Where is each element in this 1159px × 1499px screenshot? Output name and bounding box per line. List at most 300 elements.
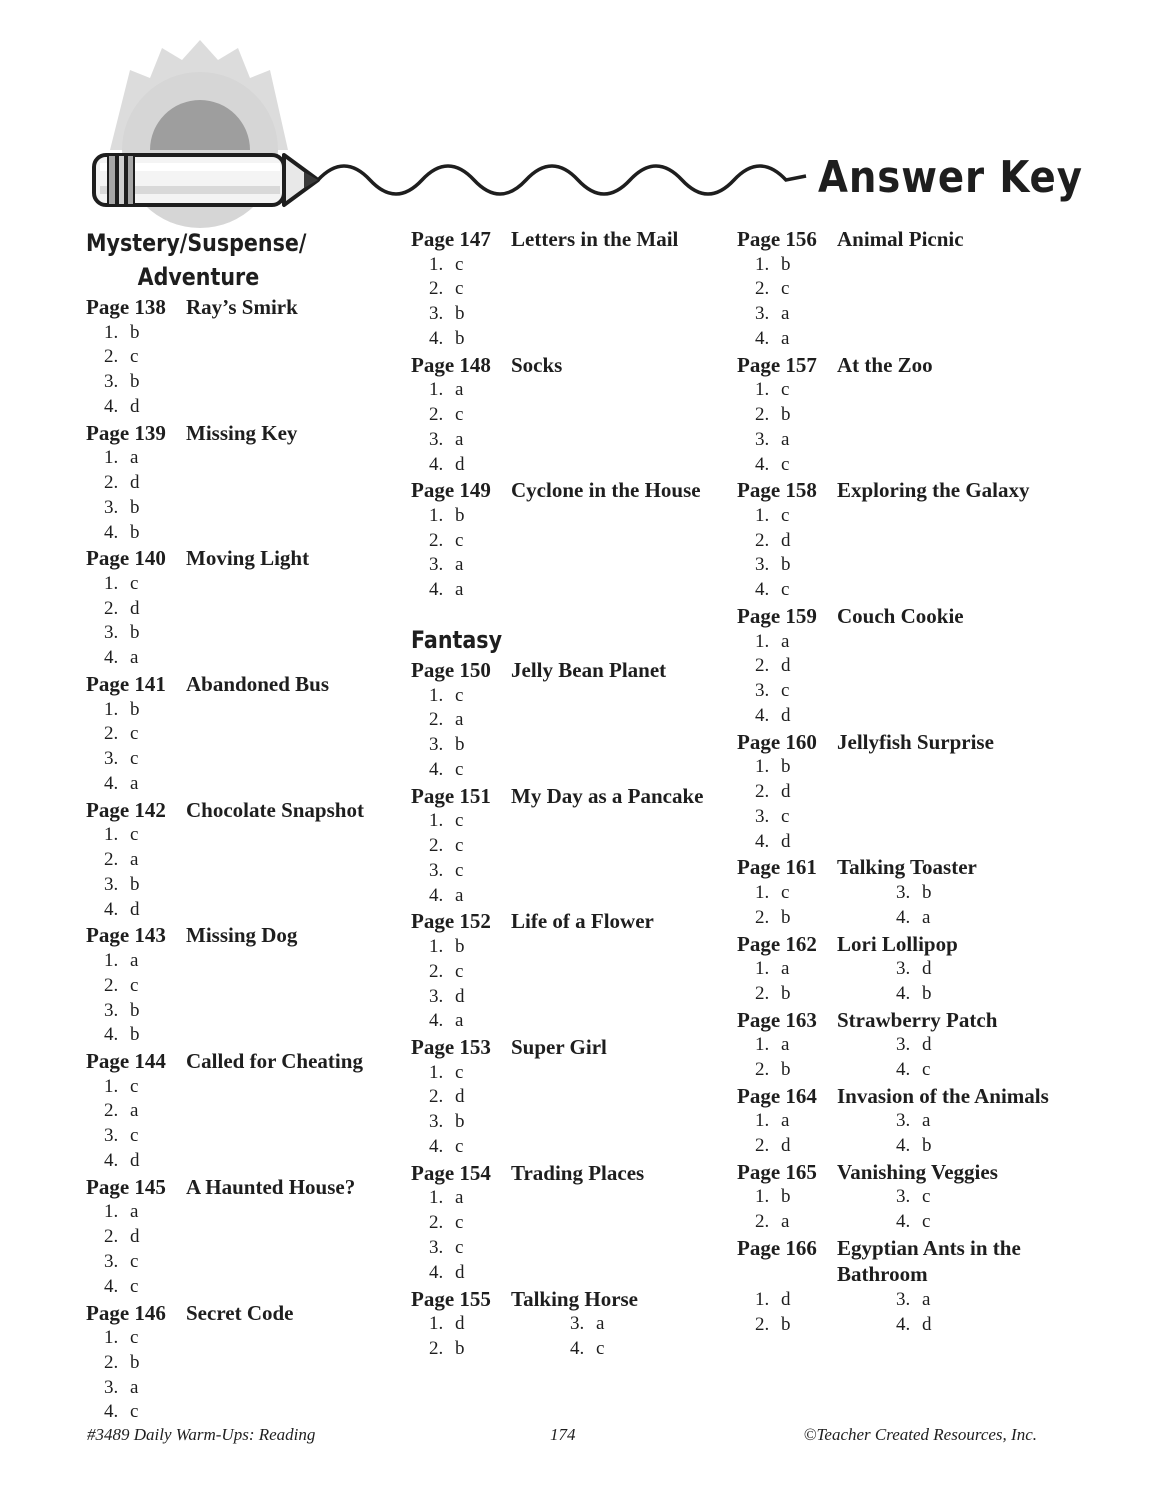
answer-letter: b [781, 1186, 791, 1208]
entry-list [411, 226, 731, 603]
answer-item [104, 1200, 406, 1225]
answer-entry [737, 352, 1057, 478]
answer-number: 1. [104, 321, 119, 343]
entry-heading [86, 294, 406, 321]
answer-number: 3. [755, 428, 770, 450]
answer-item [104, 974, 406, 999]
pencil-icon [94, 155, 318, 205]
answer-item [429, 859, 731, 884]
section-heading-line: Adventure [137, 263, 260, 291]
answer-number: 4. [896, 1313, 911, 1335]
footer-book-title: #3489 Daily Warm-Ups: Reading [87, 1425, 316, 1444]
column-3 [737, 226, 1057, 1338]
entry-heading [86, 797, 406, 824]
entry-heading [86, 1300, 406, 1327]
entry-page: Page 148 [411, 352, 491, 377]
entry-heading [411, 226, 731, 253]
answer-entry [737, 931, 1057, 1007]
answer-item [755, 302, 1057, 327]
answer-number: 1. [755, 756, 770, 778]
entry-page: Page 143 [86, 923, 166, 948]
answer-number: 2. [104, 1226, 119, 1248]
answer-entry [411, 1034, 731, 1160]
answer-item [104, 873, 406, 898]
answer-item [429, 1236, 731, 1261]
answer-item [755, 1185, 896, 1210]
answer-letter: b [455, 504, 465, 526]
entry-heading [411, 477, 731, 504]
entry-page: Page 138 [86, 295, 166, 319]
answer-item [755, 755, 1057, 780]
answer-list [411, 684, 731, 783]
answer-number: 1. [755, 1034, 770, 1056]
answer-item [429, 684, 731, 709]
answer-letter: c [455, 278, 464, 300]
answer-letter: c [781, 453, 790, 475]
answer-letter: c [455, 529, 464, 551]
answer-letter: b [455, 1337, 465, 1359]
answer-list [86, 446, 406, 545]
answer-number: 1. [755, 253, 770, 275]
answer-number: 2. [429, 1086, 444, 1108]
answer-number: 4. [429, 1136, 444, 1158]
answer-number: 4. [104, 772, 119, 794]
entry-page: Page 140 [86, 546, 166, 571]
answer-item [104, 370, 406, 395]
answer-letter: d [781, 529, 791, 551]
answer-letter: a [781, 630, 790, 652]
answer-number: 3. [104, 1250, 119, 1272]
answer-number: 2. [104, 471, 119, 493]
answer-number: 1. [755, 1288, 770, 1310]
answer-item [429, 428, 731, 453]
answer-item [104, 321, 406, 346]
answer-letter: b [781, 1058, 791, 1080]
answer-item [755, 1313, 896, 1338]
answer-item [104, 446, 406, 471]
answer-number: 4. [104, 521, 119, 543]
answer-number: 3. [104, 1376, 119, 1398]
entry-page: Page 147 [411, 227, 491, 251]
answer-number: 1. [429, 1061, 444, 1083]
answer-item [896, 957, 1057, 982]
answer-number: 4. [429, 758, 444, 780]
entry-title: Ray’s Smirk [186, 295, 298, 319]
answer-entry [411, 1286, 731, 1362]
answer-item [104, 1326, 406, 1351]
answer-item [104, 1376, 406, 1401]
answer-item [104, 1250, 406, 1275]
answer-item [104, 471, 406, 496]
answer-item [755, 277, 1057, 302]
answer-list [737, 1033, 1057, 1083]
answer-entry [737, 477, 1057, 603]
answer-item [755, 504, 1057, 529]
entry-heading [737, 1159, 1057, 1186]
answer-item [755, 578, 1057, 603]
column-1 [86, 226, 406, 1425]
column-2 [411, 226, 731, 1362]
answer-item [755, 378, 1057, 403]
answer-list [737, 378, 1057, 477]
entry-title: Lori Lollipop [837, 931, 958, 956]
entry-heading [737, 1083, 1057, 1110]
answer-letter: c [922, 1058, 931, 1080]
answer-number: 3. [896, 881, 911, 903]
answer-item [429, 960, 731, 985]
answer-entry [737, 1159, 1057, 1235]
answer-number: 3. [429, 734, 444, 756]
entry-heading [737, 477, 1057, 504]
entry-page: Page 161 [737, 855, 817, 880]
answer-number: 2. [755, 781, 770, 803]
answer-letter: d [455, 453, 465, 475]
answer-letter: d [130, 597, 140, 619]
answer-number: 4. [429, 453, 444, 475]
entry-heading [737, 1235, 1057, 1288]
answer-item [755, 957, 896, 982]
entry-heading [737, 226, 1057, 253]
answer-letter: d [781, 781, 791, 803]
answer-item [896, 1058, 1057, 1083]
answer-letter: d [455, 985, 465, 1007]
entry-heading [411, 1286, 731, 1313]
answer-item [755, 529, 1057, 554]
answer-item [755, 553, 1057, 578]
answer-entry [411, 1160, 731, 1286]
answer-number: 2. [755, 655, 770, 677]
answer-list [737, 504, 1057, 603]
answer-number: 2. [755, 1211, 770, 1233]
entry-page: Page 141 [86, 672, 166, 697]
answer-number: 4. [896, 1211, 911, 1233]
answer-letter: a [130, 772, 139, 794]
entry-title: Socks [511, 352, 563, 377]
entry-page: Page 153 [411, 1035, 491, 1060]
entry-title: Vanishing Veggies [837, 1159, 998, 1184]
answer-number: 4. [104, 1024, 119, 1046]
answer-number: 3. [755, 805, 770, 827]
answer-entry [737, 1235, 1057, 1338]
answer-number: 4. [896, 982, 911, 1004]
answer-letter: b [130, 1351, 140, 1373]
answer-item [104, 999, 406, 1024]
entry-heading [86, 1048, 406, 1075]
answer-item [429, 758, 731, 783]
answer-number: 3. [896, 958, 911, 980]
answer-letter: d [922, 1034, 932, 1056]
answer-number: 4. [104, 647, 119, 669]
answer-letter: c [455, 253, 464, 275]
answer-item [104, 898, 406, 923]
answer-number: 1. [429, 684, 444, 706]
answer-number: 3. [104, 371, 119, 393]
answer-number: 4. [104, 395, 119, 417]
answer-letter: c [130, 1075, 139, 1097]
entry-title: Egyptian Ants in the Bathroom [837, 1235, 1021, 1287]
answer-number: 1. [755, 881, 770, 903]
answer-letter: d [130, 1226, 140, 1248]
answer-item [429, 403, 731, 428]
answer-number: 3. [429, 859, 444, 881]
answer-letter: c [922, 1186, 931, 1208]
answer-item [429, 277, 731, 302]
answer-letter: b [922, 982, 932, 1004]
answer-number: 3. [429, 428, 444, 450]
answer-letter: c [130, 346, 139, 368]
entry-page: Page 144 [86, 1049, 166, 1074]
answer-letter: a [922, 906, 931, 928]
answer-item [755, 403, 1057, 428]
answer-item [755, 679, 1057, 704]
answer-number: 3. [896, 1186, 911, 1208]
section-heading-line: Mystery/Suspense/ [86, 229, 307, 257]
answer-number: 1. [429, 935, 444, 957]
answer-entry [86, 1174, 406, 1300]
answer-letter: c [455, 684, 464, 706]
answer-number: 3. [104, 873, 119, 895]
answer-item [570, 1312, 731, 1337]
answer-number: 2. [429, 529, 444, 551]
answer-letter: b [130, 698, 140, 720]
answer-item [429, 1061, 731, 1086]
answer-letter: c [130, 1125, 139, 1147]
entry-title: Invasion of the Animals [837, 1083, 1049, 1108]
answer-letter: d [455, 1313, 465, 1334]
answer-item [429, 1110, 731, 1135]
entry-list [737, 226, 1057, 1338]
answer-number: 4. [429, 327, 444, 349]
answer-number: 3. [896, 1110, 911, 1132]
answer-item [104, 521, 406, 546]
answer-item [429, 1186, 731, 1211]
answer-letter: b [130, 873, 140, 895]
entry-list [86, 294, 406, 1425]
entry-heading [411, 657, 731, 684]
entry-heading [411, 783, 731, 810]
answer-letter: c [130, 1401, 139, 1423]
answer-letter: a [596, 1313, 605, 1334]
answer-letter: c [781, 379, 790, 401]
answer-letter: d [781, 655, 791, 677]
answer-number: 1. [755, 630, 770, 652]
answer-item [104, 848, 406, 873]
answer-item [755, 704, 1057, 729]
answer-letter: c [455, 1236, 464, 1258]
answer-number: 4. [429, 1010, 444, 1032]
answer-item [104, 1275, 406, 1300]
answer-number: 1. [755, 504, 770, 526]
answer-list [411, 935, 731, 1034]
answer-entry [411, 783, 731, 909]
answer-letter: b [781, 253, 791, 275]
answer-letter: d [922, 958, 932, 980]
answer-number: 3. [896, 1288, 911, 1310]
answer-letter: c [455, 859, 464, 881]
answer-entry [86, 420, 406, 546]
answer-number: 3. [104, 748, 119, 770]
answer-item [104, 747, 406, 772]
answer-letter: a [130, 949, 139, 971]
answer-number: 4. [104, 1401, 119, 1423]
answer-list [86, 1200, 406, 1299]
answer-item [896, 982, 1057, 1007]
answer-number: 2. [755, 982, 770, 1004]
answer-entry [411, 657, 731, 783]
entry-heading [737, 854, 1057, 881]
answer-number: 2. [755, 906, 770, 928]
answer-entry [86, 1300, 406, 1426]
answer-list [411, 504, 731, 603]
answer-number: 3. [755, 303, 770, 325]
entry-page: Page 142 [86, 797, 166, 822]
answer-letter: c [781, 278, 790, 300]
entry-heading [737, 352, 1057, 379]
answer-list [86, 823, 406, 922]
answer-letter: c [455, 758, 464, 780]
answer-letter: b [781, 554, 791, 576]
answer-number: 1. [429, 253, 444, 275]
entry-title: Animal Picnic [837, 227, 964, 251]
answer-number: 3. [104, 1125, 119, 1147]
answer-number: 1. [104, 698, 119, 720]
answer-item [896, 906, 1057, 931]
entry-heading [86, 922, 406, 949]
entry-heading [86, 671, 406, 698]
answer-number: 2. [429, 960, 444, 982]
answer-letter: c [130, 748, 139, 770]
answer-item [104, 722, 406, 747]
entry-title: Trading Places [511, 1160, 645, 1185]
entry-page: Page 156 [737, 227, 817, 251]
answer-letter: c [455, 1061, 464, 1083]
section-heading-mystery [86, 226, 361, 294]
answer-item [429, 453, 731, 478]
answer-entry [737, 1083, 1057, 1159]
answer-entry [86, 671, 406, 797]
answer-item [755, 805, 1057, 830]
answer-entry [86, 797, 406, 923]
answer-letter: a [781, 327, 790, 349]
answer-entry [411, 226, 731, 352]
answer-letter: b [130, 622, 140, 644]
answer-entry [411, 352, 731, 478]
answer-letter: d [781, 830, 791, 852]
entry-title: Abandoned Bus [186, 672, 329, 697]
answer-item [429, 1009, 731, 1034]
answer-letter: c [130, 723, 139, 745]
answer-item [429, 1135, 731, 1160]
answer-number: 2. [104, 1351, 119, 1373]
answer-list [86, 572, 406, 671]
answer-entry [737, 226, 1057, 352]
answer-letter: b [130, 1024, 140, 1046]
entry-title: Secret Code [186, 1300, 294, 1325]
answer-item [104, 1400, 406, 1425]
answer-number: 2. [104, 723, 119, 745]
answer-list [737, 1109, 1057, 1159]
answer-item [429, 1211, 731, 1236]
answer-letter: d [130, 1150, 140, 1172]
entry-page: Page 158 [737, 478, 817, 503]
answer-number: 1. [429, 504, 444, 526]
answer-letter: d [922, 1313, 932, 1335]
answer-number: 3. [570, 1313, 585, 1334]
answer-number: 4. [429, 884, 444, 906]
answer-number: 2. [755, 403, 770, 425]
answer-number: 4. [429, 579, 444, 601]
answer-number: 4. [896, 906, 911, 928]
answer-item [429, 1085, 731, 1110]
answer-list [86, 698, 406, 797]
answer-letter: c [781, 680, 790, 702]
answer-entry [86, 294, 406, 420]
answer-number: 4. [755, 704, 770, 726]
answer-number: 4. [755, 453, 770, 475]
entry-list [411, 657, 731, 1362]
answer-item [896, 1313, 1057, 1338]
answer-item [429, 884, 731, 909]
answer-letter: b [781, 982, 791, 1004]
answer-letter: c [455, 835, 464, 857]
answer-number: 3. [104, 496, 119, 518]
answer-item [896, 1210, 1057, 1235]
answer-number: 3. [429, 303, 444, 325]
answer-letter: c [781, 805, 790, 827]
answer-letter: a [781, 958, 790, 980]
answer-item [755, 253, 1057, 278]
answer-item [104, 646, 406, 671]
answer-item [429, 302, 731, 327]
answer-letter: a [455, 554, 464, 576]
entry-title: Chocolate Snapshot [186, 797, 364, 822]
answer-item [429, 1261, 731, 1286]
entry-title: Exploring the Galaxy [837, 478, 1030, 503]
entry-heading [737, 1007, 1057, 1034]
answer-letter: c [455, 1212, 464, 1234]
entry-page: Page 162 [737, 931, 817, 956]
answer-item [429, 378, 731, 403]
answer-number: 2. [755, 1058, 770, 1080]
answer-item [755, 630, 1057, 655]
answer-item [755, 780, 1057, 805]
entry-page: Page 139 [86, 420, 166, 445]
answer-list [86, 321, 406, 420]
answer-letter: a [130, 447, 139, 469]
answer-letter: c [130, 974, 139, 996]
answer-letter: a [130, 647, 139, 669]
entry-heading [737, 603, 1057, 630]
entry-title: Missing Dog [186, 923, 298, 948]
answer-letter: b [455, 327, 465, 349]
answer-letter: a [130, 1201, 139, 1223]
answer-letter: c [781, 579, 790, 601]
answer-number: 2. [429, 1337, 444, 1359]
answer-number: 4. [755, 830, 770, 852]
answer-item [104, 1149, 406, 1174]
answer-number: 4. [104, 1150, 119, 1172]
entry-title: At the Zoo [837, 352, 933, 377]
entry-page: Page 159 [737, 604, 817, 629]
entry-page: Page 145 [86, 1174, 166, 1199]
answer-item [570, 1337, 731, 1362]
answer-letter: c [130, 824, 139, 846]
answer-item [755, 881, 896, 906]
answer-list [86, 1326, 406, 1425]
answer-entry [86, 1048, 406, 1174]
entry-page: Page 151 [411, 783, 491, 808]
answer-letter: a [455, 709, 464, 731]
